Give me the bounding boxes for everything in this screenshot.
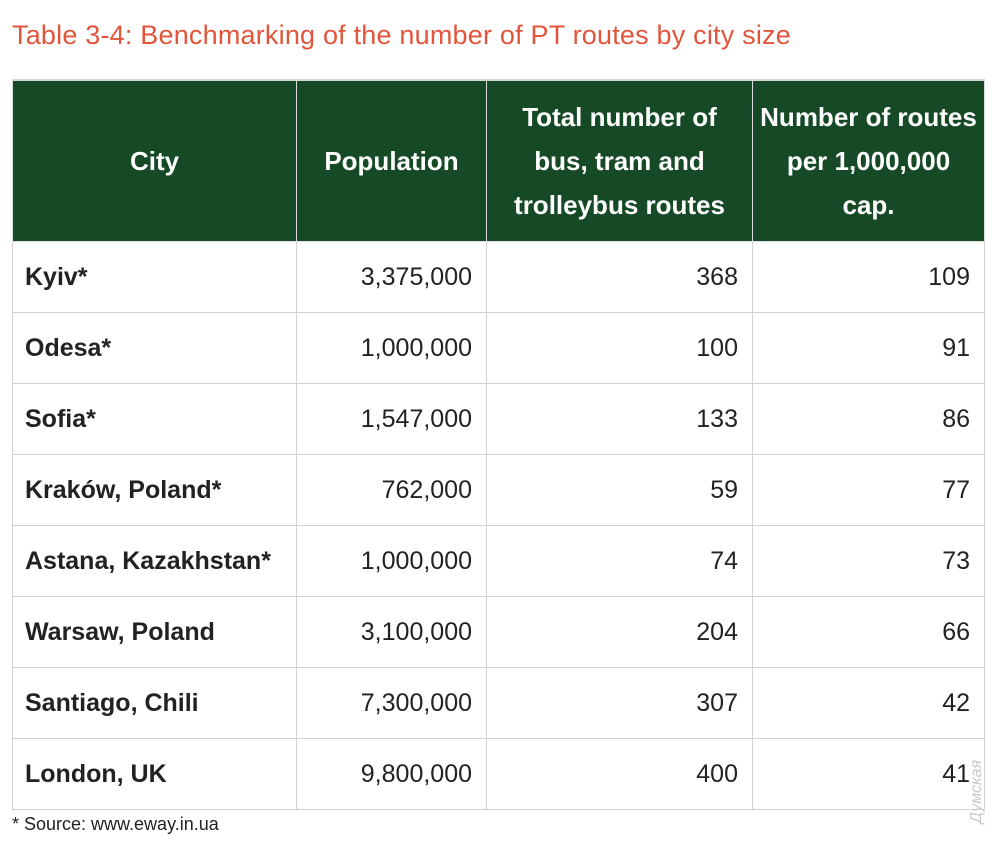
cell-population: 3,375,000 — [297, 242, 487, 313]
cell-city: Santiago, Chili — [13, 668, 297, 739]
table-title: Table 3-4: Benchmarking of the number of PT routes by city size — [12, 20, 791, 50]
cell-city: Sofia* — [13, 384, 297, 455]
cell-population: 1,000,000 — [297, 313, 487, 384]
cell-total-routes: 307 — [487, 668, 753, 739]
table-row — [13, 597, 985, 668]
cell-population: 1,000,000 — [297, 526, 487, 597]
table-row — [13, 739, 985, 810]
cell-population: 7,300,000 — [297, 668, 487, 739]
cell-routes-per-million: 66 — [753, 597, 985, 668]
table-row — [13, 242, 985, 313]
table-row — [13, 668, 985, 739]
cell-total-routes: 204 — [487, 597, 753, 668]
cell-total-routes: 400 — [487, 739, 753, 810]
cell-city: Odesa* — [13, 313, 297, 384]
cell-routes-per-million: 109 — [753, 242, 985, 313]
cell-routes-per-million: 91 — [753, 313, 985, 384]
table-row — [13, 384, 985, 455]
cell-routes-per-million: 73 — [753, 526, 985, 597]
table-row — [13, 313, 985, 384]
cell-city: Astana, Kazakhstan* — [13, 526, 297, 597]
cell-total-routes: 100 — [487, 313, 753, 384]
cell-total-routes: 74 — [487, 526, 753, 597]
header-total-routes: Total number of bus, tram and trolleybus routes — [487, 80, 753, 242]
cell-routes-per-million: 77 — [753, 455, 985, 526]
table-row — [13, 455, 985, 526]
cell-city: London, UK — [13, 739, 297, 810]
header-population: Population — [297, 80, 487, 242]
cell-population: 762,000 — [297, 455, 487, 526]
cell-city: Kraków, Poland* — [13, 455, 297, 526]
cell-total-routes: 59 — [487, 455, 753, 526]
benchmark-table — [12, 79, 985, 810]
header-row — [13, 80, 985, 242]
cell-city: Warsaw, Poland — [13, 597, 297, 668]
cell-city: Kyiv* — [13, 242, 297, 313]
source-note: * Source: www.eway.in.ua — [12, 814, 219, 834]
watermark-logo: Думская — [968, 760, 985, 824]
cell-routes-per-million: 86 — [753, 384, 985, 455]
cell-population: 3,100,000 — [297, 597, 487, 668]
header-routes-per-million: Number of routes per 1,000,000 cap. — [753, 80, 985, 242]
cell-routes-per-million: 42 — [753, 668, 985, 739]
cell-routes-per-million: 41 — [753, 739, 985, 810]
table-row — [13, 526, 985, 597]
header-city: City — [13, 80, 297, 242]
cell-population: 9,800,000 — [297, 739, 487, 810]
cell-total-routes: 133 — [487, 384, 753, 455]
cell-population: 1,547,000 — [297, 384, 487, 455]
cell-total-routes: 368 — [487, 242, 753, 313]
